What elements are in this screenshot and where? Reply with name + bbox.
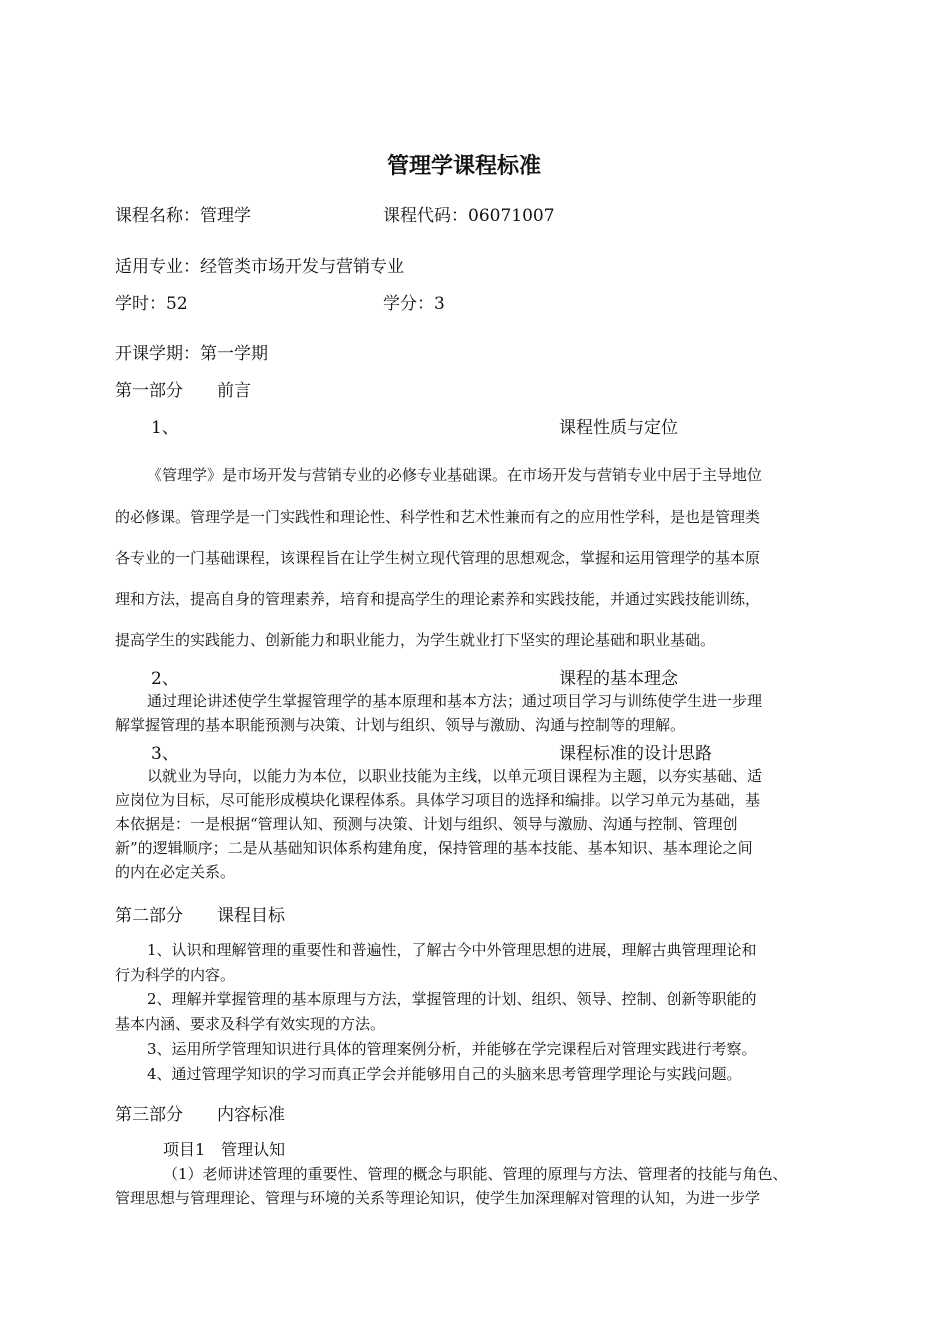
section2-number: 2、 bbox=[151, 669, 179, 689]
class-hours: 学时：52 bbox=[115, 294, 188, 314]
goal-line: 4、通过管理学知识的学习而真正学会并能够用自己的头脑来思考管理学理论与实践问题。 bbox=[147, 1065, 742, 1083]
paragraph-line: 以就业为导向，以能力为本位，以职业技能为主线，以单元项目课程为主题，以夯实基础、适 bbox=[147, 767, 763, 785]
applicable-major: 适用专业：经管类市场开发与营销专业 bbox=[115, 257, 404, 277]
goal-line: 基本内涵、要求及科学有效实现的方法。 bbox=[115, 1015, 386, 1033]
section3-title: 课程标准的设计思路 bbox=[559, 744, 712, 764]
goal-line: 3、运用所学管理知识进行具体的管理案例分析，并能够在学完课程后对管理实践进行考察。 bbox=[147, 1040, 757, 1058]
paragraph-line: 应岗位为目标，尽可能形成模块化课程体系。具体学习项目的选择和编排。以学习单元为基础，基 bbox=[115, 791, 761, 809]
part1-heading: 第一部分 前言 bbox=[115, 381, 251, 401]
paragraph-line: 通过理论讲述使学生掌握管理学的基本原理和基本方法；通过项目学习与训练使学生进一步理 bbox=[147, 692, 763, 710]
section3-number: 3、 bbox=[151, 744, 179, 764]
section1-title: 课程性质与定位 bbox=[559, 418, 678, 438]
paragraph-line: 本依据是：一是根据“管理认知、预测与决策、计划与组织、领导与激励、沟通与控制、管理创 bbox=[115, 815, 738, 833]
part2-heading: 第二部分 课程目标 bbox=[115, 906, 285, 926]
section1-number: 1、 bbox=[151, 418, 179, 438]
credits: 学分：3 bbox=[383, 294, 445, 314]
semester: 开课学期：第一学期 bbox=[115, 344, 268, 364]
section2-title: 课程的基本理念 bbox=[559, 669, 678, 689]
paragraph-line: 新”的逻辑顺序；二是从基础知识体系构建角度，保持管理的基本技能、基本知识、基本理论之间 bbox=[115, 839, 753, 857]
course-name: 课程名称：管理学 bbox=[115, 206, 251, 226]
goal-line: 2、理解并掌握管理的基本原理与方法，掌握管理的计划、组织、领导、控制、创新等职能的 bbox=[147, 990, 757, 1008]
part3-heading: 第三部分 内容标准 bbox=[115, 1105, 285, 1125]
paragraph-line: 提高学生的实践能力、创新能力和职业能力，为学生就业打下坚实的理论基础和职业基础。 bbox=[115, 631, 716, 649]
goal-line: 1、认识和理解管理的重要性和普遍性，了解古今中外管理思想的进展，理解古典管理理论和 bbox=[147, 941, 757, 959]
goal-line: 行为科学的内容。 bbox=[115, 966, 236, 984]
paragraph-line: 各专业的一门基础课程，该课程旨在让学生树立现代管理的思想观念，掌握和运用管理学的基本原 bbox=[115, 549, 761, 567]
course-code: 课程代码：06071007 bbox=[383, 206, 555, 226]
paragraph-line: 理和方法，提高自身的管理素养，培育和提高学生的理论素养和实践技能，并通过实践技能训练， bbox=[115, 590, 761, 608]
document-title: 管理学课程标准 bbox=[387, 154, 542, 179]
paragraph-line: 的必修课。管理学是一门实践性和理论性、科学性和艺术性兼而有之的应用性学科，是也是管理类 bbox=[115, 508, 761, 526]
paragraph-line: 解掌握管理的基本职能预测与决策、计划与组织、领导与激励、沟通与控制等的理解。 bbox=[115, 716, 686, 734]
item1-title: 项目1 管理认知 bbox=[163, 1140, 286, 1159]
paragraph-line: 管理思想与管理理论、管理与环境的关系等理论知识，使学生加深理解对管理的认知，为进一步学 bbox=[115, 1189, 761, 1207]
paragraph-line: （1）老师讲述管理的重要性、管理的概念与职能、管理的原理与方法、管理者的技能与角色、 bbox=[163, 1165, 788, 1183]
paragraph-line: 的内在必定关系。 bbox=[115, 863, 236, 881]
paragraph-line: 《管理学》是市场开发与营销专业的必修专业基础课。在市场开发与营销专业中居于主导地位 bbox=[147, 466, 763, 484]
